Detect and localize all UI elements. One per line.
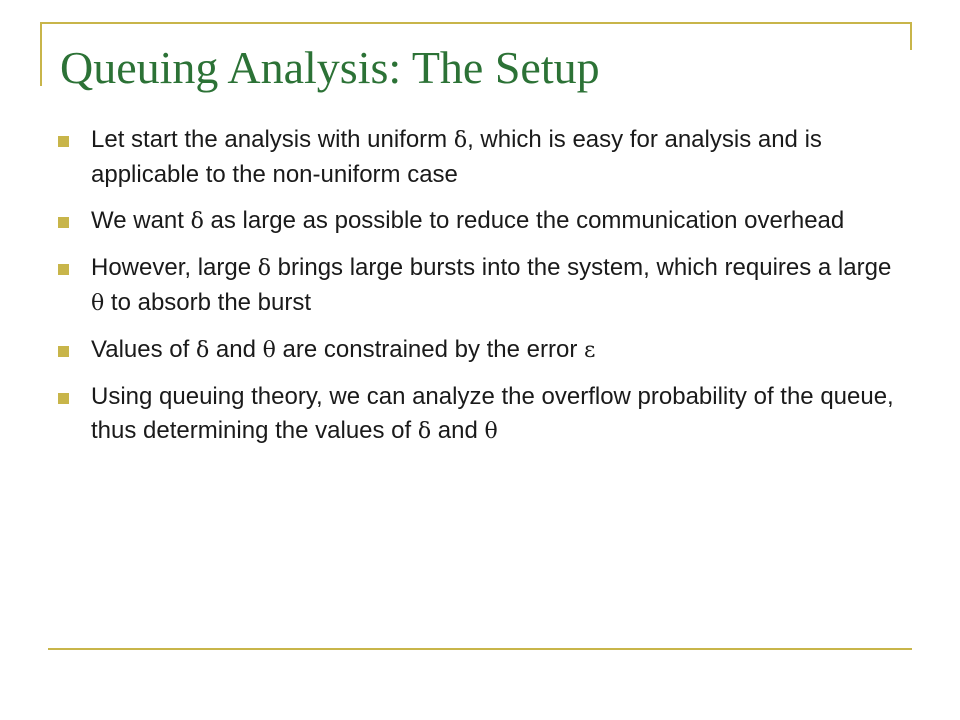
text-run: and bbox=[431, 417, 485, 444]
epsilon-symbol: ε bbox=[584, 338, 596, 363]
text-run: to absorb the burst bbox=[104, 289, 312, 316]
text-run: as large as possible to reduce the communication overhead bbox=[203, 207, 845, 234]
delta-symbol: δ bbox=[453, 128, 468, 153]
text-run: and bbox=[209, 336, 263, 363]
bullet-list bbox=[58, 123, 898, 461]
bullet-item bbox=[58, 123, 898, 192]
square-bullet-icon bbox=[58, 346, 69, 357]
slide-title: Queuing Analysis: The Setup bbox=[60, 42, 600, 93]
theta-symbol: θ bbox=[91, 291, 105, 316]
frame-left-rule bbox=[40, 22, 42, 86]
text-run: Values of bbox=[91, 336, 196, 363]
text-run: , which is easy for analysis and is applicable to the non-uniform case bbox=[91, 126, 822, 188]
text-run: However, large bbox=[91, 254, 258, 281]
text-run: Using queuing theory, we can analyze the overflow probability of the queue, thus determining the values of bbox=[91, 383, 894, 444]
delta-symbol: δ bbox=[190, 209, 204, 234]
bullet-text bbox=[91, 207, 844, 234]
delta-symbol: δ bbox=[195, 338, 210, 363]
delta-symbol: δ bbox=[417, 419, 432, 444]
frame-top-rule bbox=[40, 22, 912, 24]
square-bullet-icon bbox=[58, 264, 69, 275]
bullet-item bbox=[58, 380, 898, 449]
frame-right-rule bbox=[910, 22, 912, 50]
frame-bottom-rule bbox=[48, 648, 912, 650]
bullet-text bbox=[91, 336, 595, 363]
bullet-text bbox=[91, 126, 822, 188]
square-bullet-icon bbox=[58, 393, 69, 404]
theta-symbol: θ bbox=[484, 419, 498, 444]
square-bullet-icon bbox=[58, 217, 69, 228]
bullet-item bbox=[58, 204, 898, 239]
bullet-text bbox=[91, 383, 894, 444]
text-run: Let start the analysis with uniform bbox=[91, 126, 454, 153]
text-run: are constrained by the error bbox=[275, 336, 584, 363]
delta-symbol: δ bbox=[257, 256, 271, 281]
text-run: brings large bursts into the system, which requires a large bbox=[271, 254, 892, 281]
bullet-item bbox=[58, 333, 898, 368]
theta-symbol: θ bbox=[262, 338, 276, 363]
text-run: We want bbox=[91, 207, 191, 234]
bullet-text bbox=[91, 254, 891, 316]
square-bullet-icon bbox=[58, 136, 69, 147]
bullet-item bbox=[58, 251, 898, 321]
